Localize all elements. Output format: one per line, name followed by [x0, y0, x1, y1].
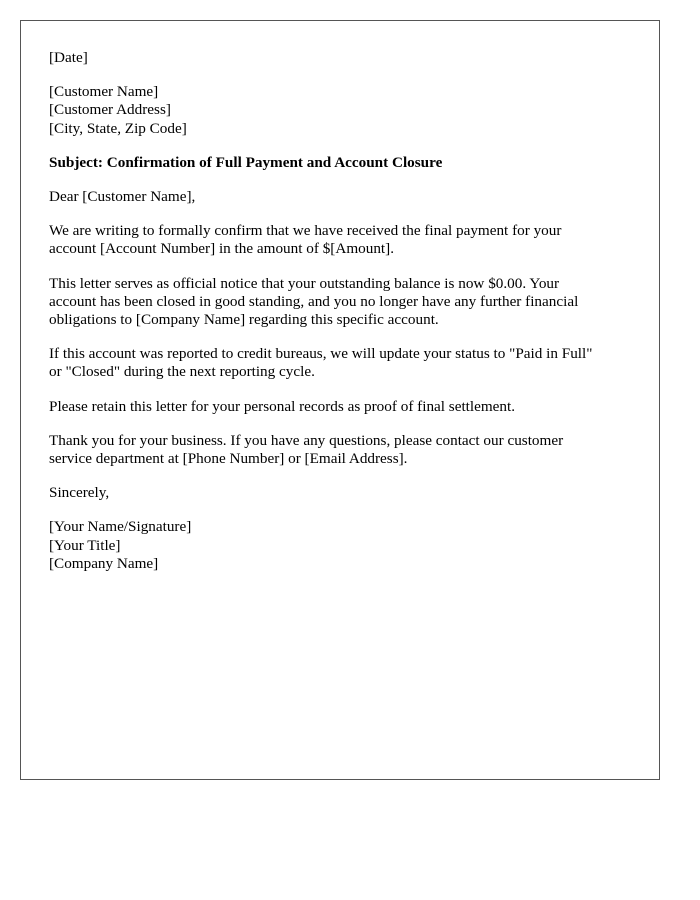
- recipient-name: [Customer Name]: [49, 83, 159, 101]
- letter-page: [20, 20, 660, 780]
- recipient-city-state-zip: [City, State, Zip Code]: [49, 119, 187, 137]
- signature-name: [Your Name/Signature]: [49, 518, 192, 536]
- greeting-block: [49, 188, 631, 206]
- paragraph-line: If this account was reported to credit bureaus, we will update your status to "Paid in Full": [49, 345, 593, 363]
- date-block: [49, 49, 631, 67]
- paragraph-contact-info: [49, 432, 631, 468]
- recipient-address-block: [49, 83, 631, 138]
- paragraph-credit-bureaus: [49, 345, 631, 381]
- paragraph-line: Please retain this letter for your personal records as proof of final settlement.: [49, 397, 516, 415]
- subject-text: Subject: Confirmation of Full Payment and Account Closure: [49, 153, 443, 171]
- paragraph-line: We are writing to formally confirm that we have received the final payment for your: [49, 222, 562, 240]
- signature-company: [Company Name]: [49, 554, 159, 572]
- letter-date: [Date]: [49, 49, 88, 66]
- greeting: Dear [Customer Name],: [49, 188, 196, 206]
- closing: Sincerely,: [49, 484, 110, 502]
- paragraph-retain-letter: [49, 398, 631, 416]
- signature-title: [Your Title]: [49, 536, 121, 554]
- paragraph-line: account has been closed in good standing, and you no longer have any further financial: [49, 292, 579, 310]
- recipient-address: [Customer Address]: [49, 101, 171, 119]
- paragraph-line: service department at [Phone Number] or [Email Address].: [49, 450, 408, 468]
- signature-block: [49, 518, 631, 573]
- paragraph-line: obligations to [Company Name] regarding this specific account.: [49, 311, 439, 329]
- closing-block: [49, 484, 631, 502]
- paragraph-balance-notice: [49, 275, 631, 330]
- paragraph-line: Thank you for your business. If you have any questions, please contact our customer: [49, 431, 564, 449]
- paragraph-line: or "Closed" during the next reporting cycle.: [49, 363, 315, 381]
- paragraph-payment-confirmation: [49, 222, 631, 258]
- paragraph-line: This letter serves as official notice that your outstanding balance is now $0.00. Your: [49, 274, 560, 292]
- letter-subject: [49, 154, 631, 172]
- paragraph-line: account [Account Number] in the amount of $[Amount].: [49, 240, 394, 258]
